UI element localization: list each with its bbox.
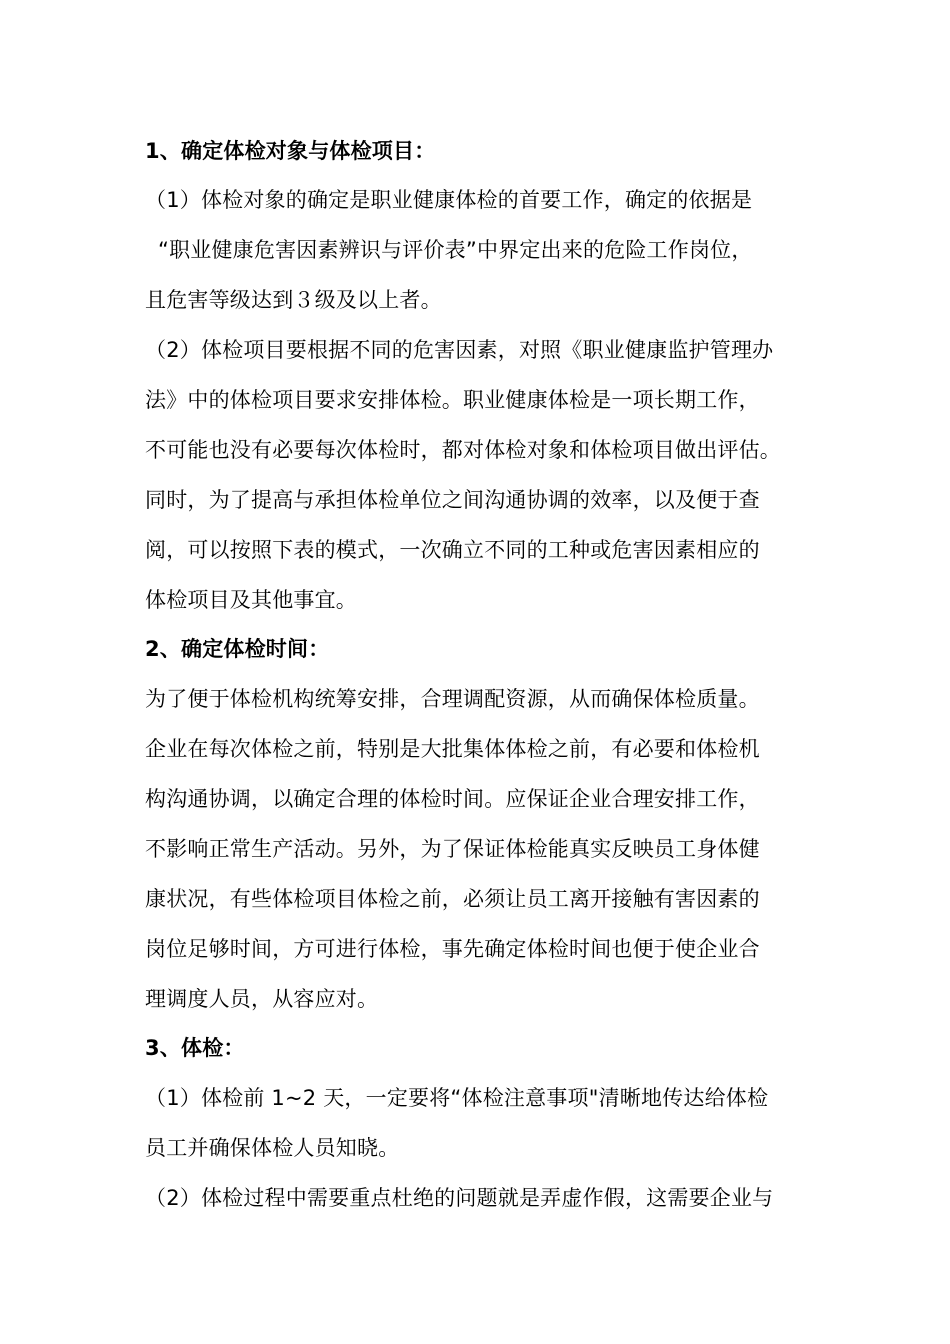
section-3-line-2: 员工并确保体检人员知晓。 [145,1136,400,1160]
section-1-heading: 1、确定体检对象与体检项目： [145,139,436,163]
section-2-line-1: 为了便于体检机构统筹安排，合理调配资源，从而确保体检质量。 [145,687,760,711]
section-1-line-3: 且危害等级达到３级及以上者。 [145,288,442,312]
section-2-line-4: 不影响正常生产活动。另外，为了保证体检能真实反映员工身体健 [145,837,760,861]
section-2-line-3: 构沟通协调，以确定合理的体检时间。应保证企业合理安排工作， [145,787,760,811]
section-1-line-9: 体检项目及其他事宜。 [145,588,357,612]
section-2-line-2: 企业在每次体检之前，特别是大批集体体检之前，有必要和体检机 [145,737,760,761]
section-1-line-6: 不可能也没有必要每次体检时，都对体检对象和体检项目做出评估。 [145,438,781,462]
section-2-line-7: 理调度人员，从容应对。 [145,987,379,1011]
section-3-heading: 3、体检： [145,1036,245,1060]
section-1-line-4: （2）体检项目要根据不同的危害因素，对照《职业健康监护管理办 [145,338,774,362]
section-2-heading: 2、确定体检时间： [145,637,330,661]
section-2-line-6: 岗位足够时间，方可进行体检，事先确定体检时间也便于使企业合 [145,937,760,961]
section-1-line-2: “职业健康危害因素辨识与评价表”中界定出来的危险工作岗位， [158,238,753,262]
section-1-line-8: 阅，可以按照下表的模式，一次确立不同的工种或危害因素相应的 [145,538,760,562]
section-2-line-5: 康状况，有些体检项目体检之前，必须让员工离开接触有害因素的 [145,887,760,911]
section-3-line-3: （2）体检过程中需要重点杜绝的问题就是弄虚作假，这需要企业与 [145,1186,774,1210]
section-1-line-1: （1）体检对象的确定是职业健康体检的首要工作，确定的依据是 [145,188,753,212]
section-1-line-5: 法》中的体检项目要求安排体检。职业健康体检是一项长期工作， [145,388,760,412]
section-1-line-7: 同时，为了提高与承担体检单位之间沟通协调的效率，以及便于查 [145,488,760,512]
section-3-line-1: （1）体检前 1~2 天，一定要将“体检注意事项"清晰地传达给体检 [145,1086,769,1110]
